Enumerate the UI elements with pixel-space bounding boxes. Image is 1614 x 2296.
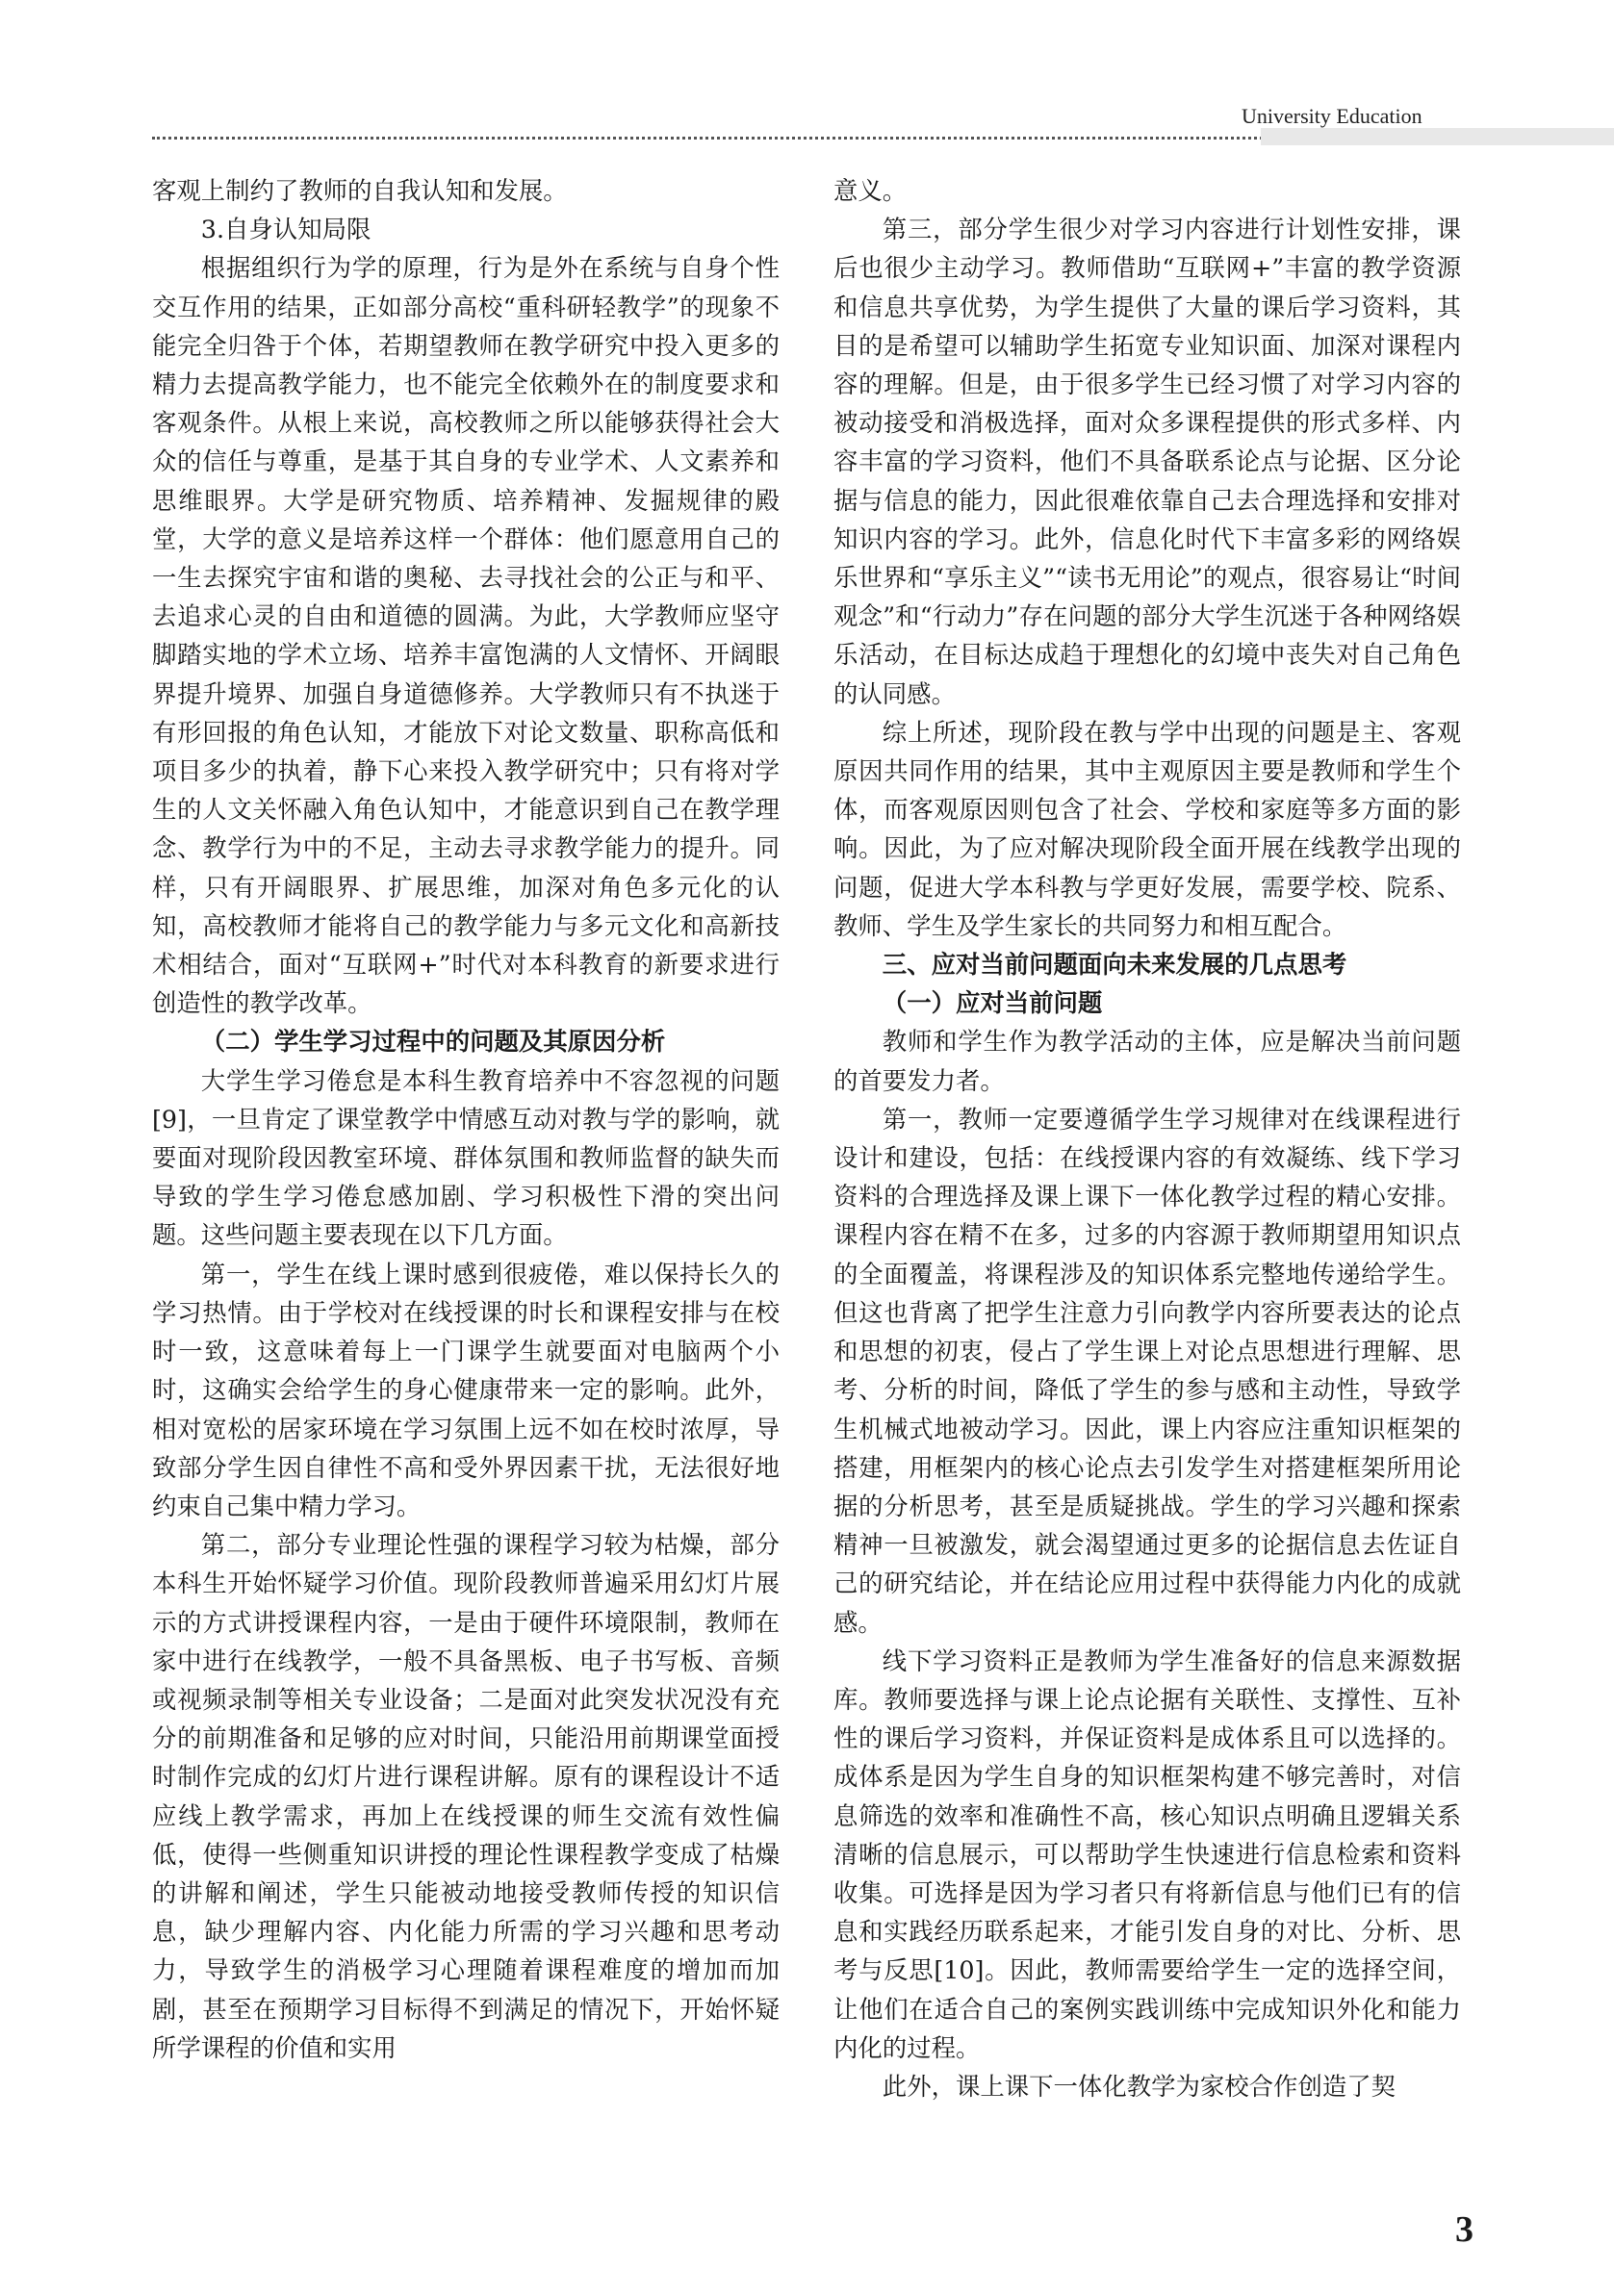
paragraph: 教师和学生作为教学活动的主体，应是解决当前问题的首要发力者。 — [833, 1027, 1461, 1095]
header-gray-bar — [1261, 128, 1614, 145]
paragraph: 意义。 — [833, 176, 908, 205]
journal-name: University Education — [1242, 104, 1422, 128]
paragraph: 第一，学生在线上课时感到很疲倦，难以保持长久的学习热情。由于学校对在线授课的时长和课程安排与在校时一致，这意味着每上一门课学生就要面对电脑两个小时，这确实会给学生的身心健康带来一定的影响。此外，相对宽松的居家环境在学习氛围上远不如在校时浓厚，导致部分学生因自律性不高和受外界因素干扰，无法很好地约束自己集中精力学习。 — [152, 1259, 780, 1520]
paragraph: 大学生学习倦怠是本科生教育培养中不容忽视的问题[9]，一旦肯定了课堂教学中情感互动对教与学的影响，就要面对现阶段因教室环境、群体氛围和教师监督的缺失而导致的学生学习倦怠感加剧、学习积极性下滑的突出问题。这些问题主要表现在以下几方面。 — [152, 1065, 780, 1250]
paragraph: 综上所述，现阶段在教与学中出现的问题是主、客观原因共同作用的结果，其中主观原因主要是教师和学生个体，而客观原因则包含了社会、学校和家庭等多方面的影响。因此，为了应对解决现阶段全面开展在线教学出现的问题，促进大学本科教与学更好发展，需要学校、院系、教师、学生及学生家长的共同努力和相互配合。 — [833, 717, 1461, 940]
paragraph: 第三，部分学生很少对学习内容进行计划性安排，课后也很少主动学习。教师借助“互联网+”丰富的教学资源和信息共享优势，为学生提供了大量的课后学习资料，其目的是希望可以辅助学生拓宽专业知识面、加深对课程内容的理解。但是，由于很多学生已经习惯了对学习内容的被动接受和消极选择，面对众多课程提供的形式多样、内容丰富的学习资料，他们不具备联系论点与论据、区分论据与信息的能力，因此很难依靠自己去合理选择和安排对知识内容的学习。此外，信息化时代下丰富多彩的网络娱乐世界和“享乐主义”“读书无用论”的观点，很容易让“时间观念”和“行动力”存在问题的部分大学生沉迷于各种网络娱乐活动，在目标达成趋于理想化的幻境中丧失对自己角色的认同感。 — [833, 215, 1461, 708]
section-heading: （二）学生学习过程中的问题及其原因分析 — [200, 1027, 666, 1057]
paragraph: 客观上制约了教师的自我认知和发展。 — [152, 176, 568, 205]
left-column — [152, 171, 780, 2067]
paragraph: 根据组织行为学的原理，行为是外在系统与自身个性交互作用的结果，正如部分高校“重科研轻教学”的现象不能完全归咎于个体，若期望教师在教学研究中投入更多的精力去提高教学能力，也不能完全依赖外在的制度要求和客观条件。从根上来说，高校教师之所以能够获得社会大众的信任与尊重，是基于其自身的专业学术、人文素养和思维眼界。大学是研究物质、培养精神、发掘规律的殿堂，大学的意义是培养这样一个群体：他们愿意用自己的一生去探究宇宙和谐的奥秘、去寻找社会的公正与和平、去追求心灵的自由和道德的圆满。为此，大学教师应坚守脚踏实地的学术立场、培养丰富饱满的人文情怀、开阔眼界提升境界、加强自身道德修养。大学教师只有不执迷于有形回报的角色认知，才能放下对论文数量、职称高低和项目多少的执着，静下心来投入教学研究中；只有将对学生的人文关怀融入角色认知中，才能意识到自己在教学理念、教学行为中的不足，主动去寻求教学能力的提升。同样，只有开阔眼界、扩展思维，加深对角色多元化的认知，高校教师才能将自己的教学能力与多元文化和高新技术相结合，面对“互联网+”时代对本科教育的新要求进行创造性的教学改革。 — [152, 253, 780, 1018]
paragraph: 第二，部分专业理论性强的课程学习较为枯燥，部分本科生开始怀疑学习价值。现阶段教师普遍采用幻灯片展示的方式讲授课程内容，一是由于硬件环境限制，教师在家中进行在线教学，一般不具备黑板、电子书写板、音频或视频录制等相关专业设备；二是面对此突发状况没有充分的前期准备和足够的应对时间，只能沿用前期课堂面授时制作完成的幻灯片进行课程讲解。原有的课程设计不适应线上教学需求，再加上在线授课的师生交流有效性偏低，使得一些侧重知识讲授的理论性课程教学变成了枯燥的讲解和阐述，学生只能被动地接受教师传授的知识信息，缺少理解内容、内化能力所需的学习兴趣和思考动力，导致学生的消极学习心理随着课程难度的增加而加剧，甚至在预期学习目标得不到满足的情况下，开始怀疑所学课程的价值和实用 — [152, 1530, 780, 2062]
header-dotted-rule — [152, 137, 1268, 140]
right-column — [833, 171, 1461, 2105]
section-heading: （一）应对当前问题 — [882, 988, 1103, 1018]
paragraph: 第一，教师一定要遵循学生学习规律对在线课程进行设计和建设，包括：在线授课内容的有效凝练、线下学习资料的合理选择及课上课下一体化教学过程的精心安排。课程内容在精不在多，过多的内容源于教师期望用知识点的全面覆盖，将课程涉及的知识体系完整地传递给学生。但这也背离了把学生注意力引向教学内容所要表达的论点和思想的初衷，侵占了学生课上对论点思想进行理解、思考、分析的时间，降低了学生的参与感和主动性，导致学生机械式地被动学习。因此，课上内容应注重知识框架的搭建，用框架内的核心论点去引发学生对搭建框架所用论据的分析思考，甚至是质疑挑战。学生的学习兴趣和探索精神一旦被激发，就会渴望通过更多的论据信息去佐证自己的研究结论，并在结论应用过程中获得能力内化的成就感。 — [833, 1104, 1461, 1637]
paragraph: 3.自身认知局限 — [200, 215, 371, 244]
section-heading: 三、应对当前问题面向未来发展的几点思考 — [882, 950, 1347, 980]
paragraph: 线下学习资料正是教师为学生准备好的信息来源数据库。教师要选择与课上论点论据有关联性、支撑性、互补性的课后学习资料，并保证资料是成体系且可以选择的。成体系是因为学生自身的知识框架构建不够完善时，对信息筛选的效率和准确性不高，核心知识点明确且逻辑关系清晰的信息展示，可以帮助学生快速进行信息检索和资料收集。可选择是因为学习者只有将新信息与他们已有的信息和实践经历联系起来，才能引发自身的对比、分析、思考与反思[10]。因此，教师需要给学生一定的选择空间，让他们在适合自己的案例实践训练中完成知识外化和能力内化的过程。 — [833, 1645, 1461, 2062]
paragraph: 此外，课上课下一体化教学为家校合作创造了契 — [882, 2071, 1396, 2101]
page-number: 3 — [1455, 2209, 1473, 2250]
